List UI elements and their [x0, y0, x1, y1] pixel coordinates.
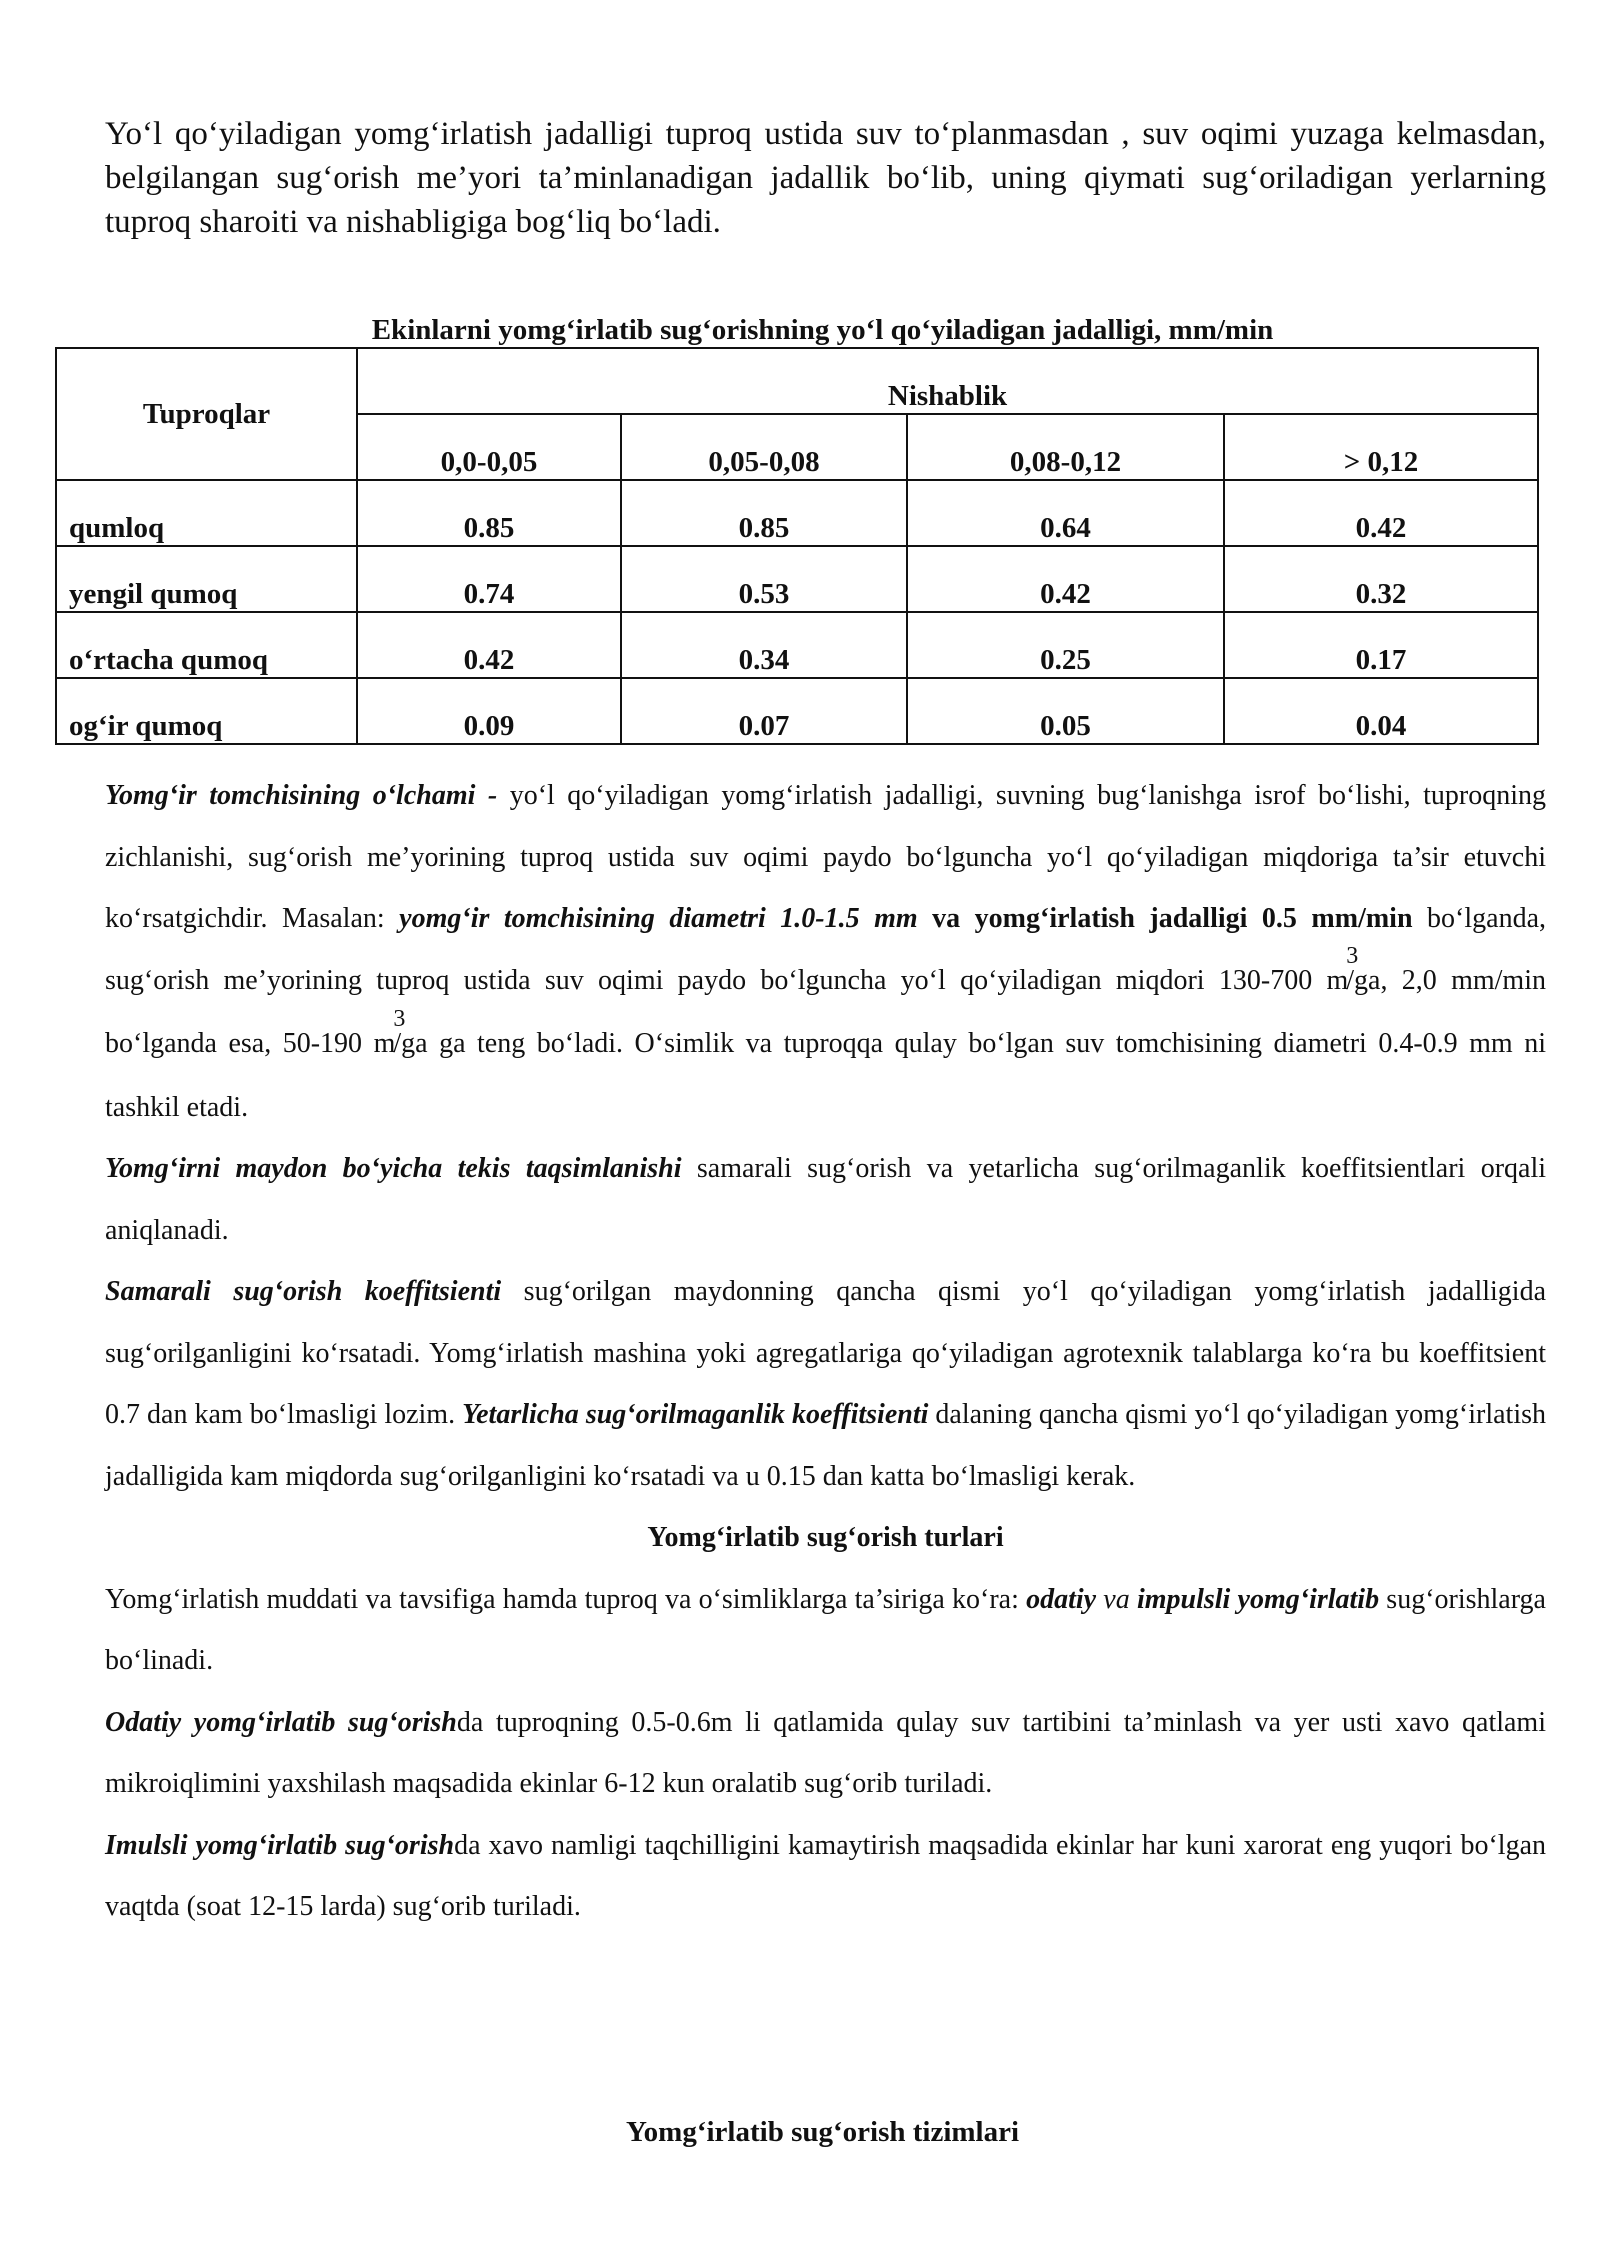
- paragraph-regular: Odatiy yomg‘irlatib sug‘orishda tuproqning 0.5-0.6m li qatlamida qulay suv tartibini ta’minlash va yer usti xavo qatlami mikroiqlimini yaxshilash maqsadida ekinlar 6-12 kun oralatib sug‘orib turiladi.: [105, 1706, 1546, 1799]
- table-row: [56, 612, 1538, 678]
- value-cell: 0.74: [357, 546, 621, 612]
- body-text: [105, 765, 1546, 1938]
- table-row: [56, 480, 1538, 546]
- slope-column-header: > 0,12: [1224, 414, 1538, 480]
- term-deficit-coefficient: Yetarlicha sug‘orilmaganlik koeffitsienti: [462, 1399, 929, 1430]
- value-cell: 0.34: [621, 612, 907, 678]
- term-regular-irrigation: Odatiy yomg‘irlatib sug‘orish: [105, 1706, 457, 1738]
- value-cell: 0.32: [1224, 546, 1538, 612]
- value-cell: 0.09: [357, 678, 621, 744]
- value-cell: 0.85: [621, 480, 907, 546]
- value-cell: 0.25: [907, 612, 1224, 678]
- value-cell: 0.42: [1224, 480, 1538, 546]
- value-cell: 0.07: [621, 678, 907, 744]
- soil-header: Tuproqlar: [56, 348, 357, 480]
- slope-column-header: 0,08-0,12: [907, 414, 1224, 480]
- table-row: [56, 546, 1538, 612]
- value-cell: 0.42: [907, 546, 1224, 612]
- value-cell: 0.17: [1224, 612, 1538, 678]
- soil-name-cell: o‘rtacha qumoq: [56, 612, 357, 678]
- term-impulse-irrigation: Imulsli yomg‘irlatib sug‘orish: [105, 1829, 455, 1861]
- value-cell: 0.42: [357, 612, 621, 678]
- paragraph-impulse: Imulsli yomg‘irlatib sug‘orishda xavo namligi taqchilligini kamaytirish maqsadida ekinlar har kuni xarorat eng yuqori bo‘lgan vaqtda (soat 12-15 larda) sug‘orib turiladi.: [105, 1829, 1546, 1922]
- table-caption: Ekinlarni yomg‘irlatib sug‘orishning yo‘l qo‘yiladigan jadalligi, mm/min: [371, 314, 1274, 346]
- value-cell: 0.85: [357, 480, 621, 546]
- slope-header: Nishablik: [357, 348, 1538, 414]
- heading-irrigation-systems: Yomg‘irlatib sug‘orish tizimlari: [625, 2116, 1020, 2148]
- paragraph-types: Yomg‘irlatish muddati va tavsifiga hamda tuproq va o‘simliklarga ta’siriga ko‘ra: odatiy va impulsli yomg‘irlatib sug‘orishlarga bo‘linadi.: [105, 1583, 1546, 1676]
- term-distribution: Yomg‘irni maydon bo‘yicha tekis taqsimlanishi: [105, 1153, 682, 1184]
- soil-name-cell: qumloq: [56, 480, 357, 546]
- soil-name-cell: yengil qumoq: [56, 546, 357, 612]
- value-cell: 0.05: [907, 678, 1224, 744]
- soil-name-cell: og‘ir qumoq: [56, 678, 357, 744]
- slope-column-header: 0,05-0,08: [621, 414, 907, 480]
- paragraph-distribution: Yomg‘irni maydon bo‘yicha tekis taqsimlanishi samarali sug‘orish va yetarlicha sug‘orilmaganlik koeffitsientlari orqali aniqlanadi.: [105, 1153, 1547, 1246]
- intensity-table: [55, 347, 1539, 745]
- intro-paragraph: Yo‘l qo‘yiladigan yomg‘irlatish jadalligi tuproq ustida suv to‘planmasdan , suv oqimi yuzaga kelmasdan, belgilangan sug‘orish me’yori ta’minlanadigan jadallik bo‘lib, uning qiymati sug‘oriladigan yerlarning tuproq sharoiti va nishabligiga bog‘liq bo‘ladi.: [105, 116, 1546, 240]
- table-row: [56, 678, 1538, 744]
- paragraph-coefficients: Samarali sug‘orish koeffitsienti sug‘orilgan maydonning qancha qismi yo‘l qo‘yiladigan yomg‘irlatish jadalligida sug‘orilganligini ko‘rsatadi. Yomg‘irlatish mashina yoki agregatlariga qo‘yiladigan agrotexnik talablarga ko‘ra bu koeffitsient 0.7 dan kam bo‘lmasligi lozim. Yetarlicha sug‘orilmaganlik koeffitsienti dalaning qancha qismi yo‘l qo‘yiladigan yomg‘irlatish jadalligida kam miqdorda sug‘orilganligini ko‘rsatadi va u 0.15 dan katta bo‘lmasligi kerak.: [105, 1276, 1547, 1492]
- paragraph-drop-size: Yomg‘ir tomchisining o‘lchami - yo‘l qo‘yiladigan yomg‘irlatish jadalligi, suvning bug‘lanishga isrof bo‘lishi, tuproqning zichlanishi, sug‘orish me’yorining tuproq ustida suv oqimi paydo bo‘lguncha yo‘l qo‘yiladigan miqdoriga ta’sir etuvchi ko‘rsatgichdir. Masalan: yomg‘ir tomchisining diametri 1.0-1.5 mm va yomg‘irlatish jadalligi 0.5 mm/min bo‘lganda, sug‘orish me’yorining tuproq ustida suv oqimi paydo bo‘lguncha yo‘l qo‘yiladigan miqdori 130-700 m3/ga, 2,0 mm/min bo‘lganda esa, 50-190 m3/ga ga teng bo‘ladi. O‘simlik va tuproqqa qulay bo‘lgan suv tomchisining diametri 0.4-0.9 mm ni tashkil etadi.: [105, 780, 1546, 1123]
- term-drop-size: Yomg‘ir tomchisining o‘lchami -: [105, 780, 498, 811]
- table-header-row: [56, 348, 1538, 414]
- value-cell: 0.64: [907, 480, 1224, 546]
- value-cell: 0.04: [1224, 678, 1538, 744]
- slope-column-header: 0,0-0,05: [357, 414, 621, 480]
- term-efficiency-coefficient: Samarali sug‘orish koeffitsienti: [105, 1276, 502, 1307]
- heading-irrigation-types: Yomg‘irlatib sug‘orish turlari: [647, 1522, 1004, 1553]
- value-cell: 0.53: [621, 546, 907, 612]
